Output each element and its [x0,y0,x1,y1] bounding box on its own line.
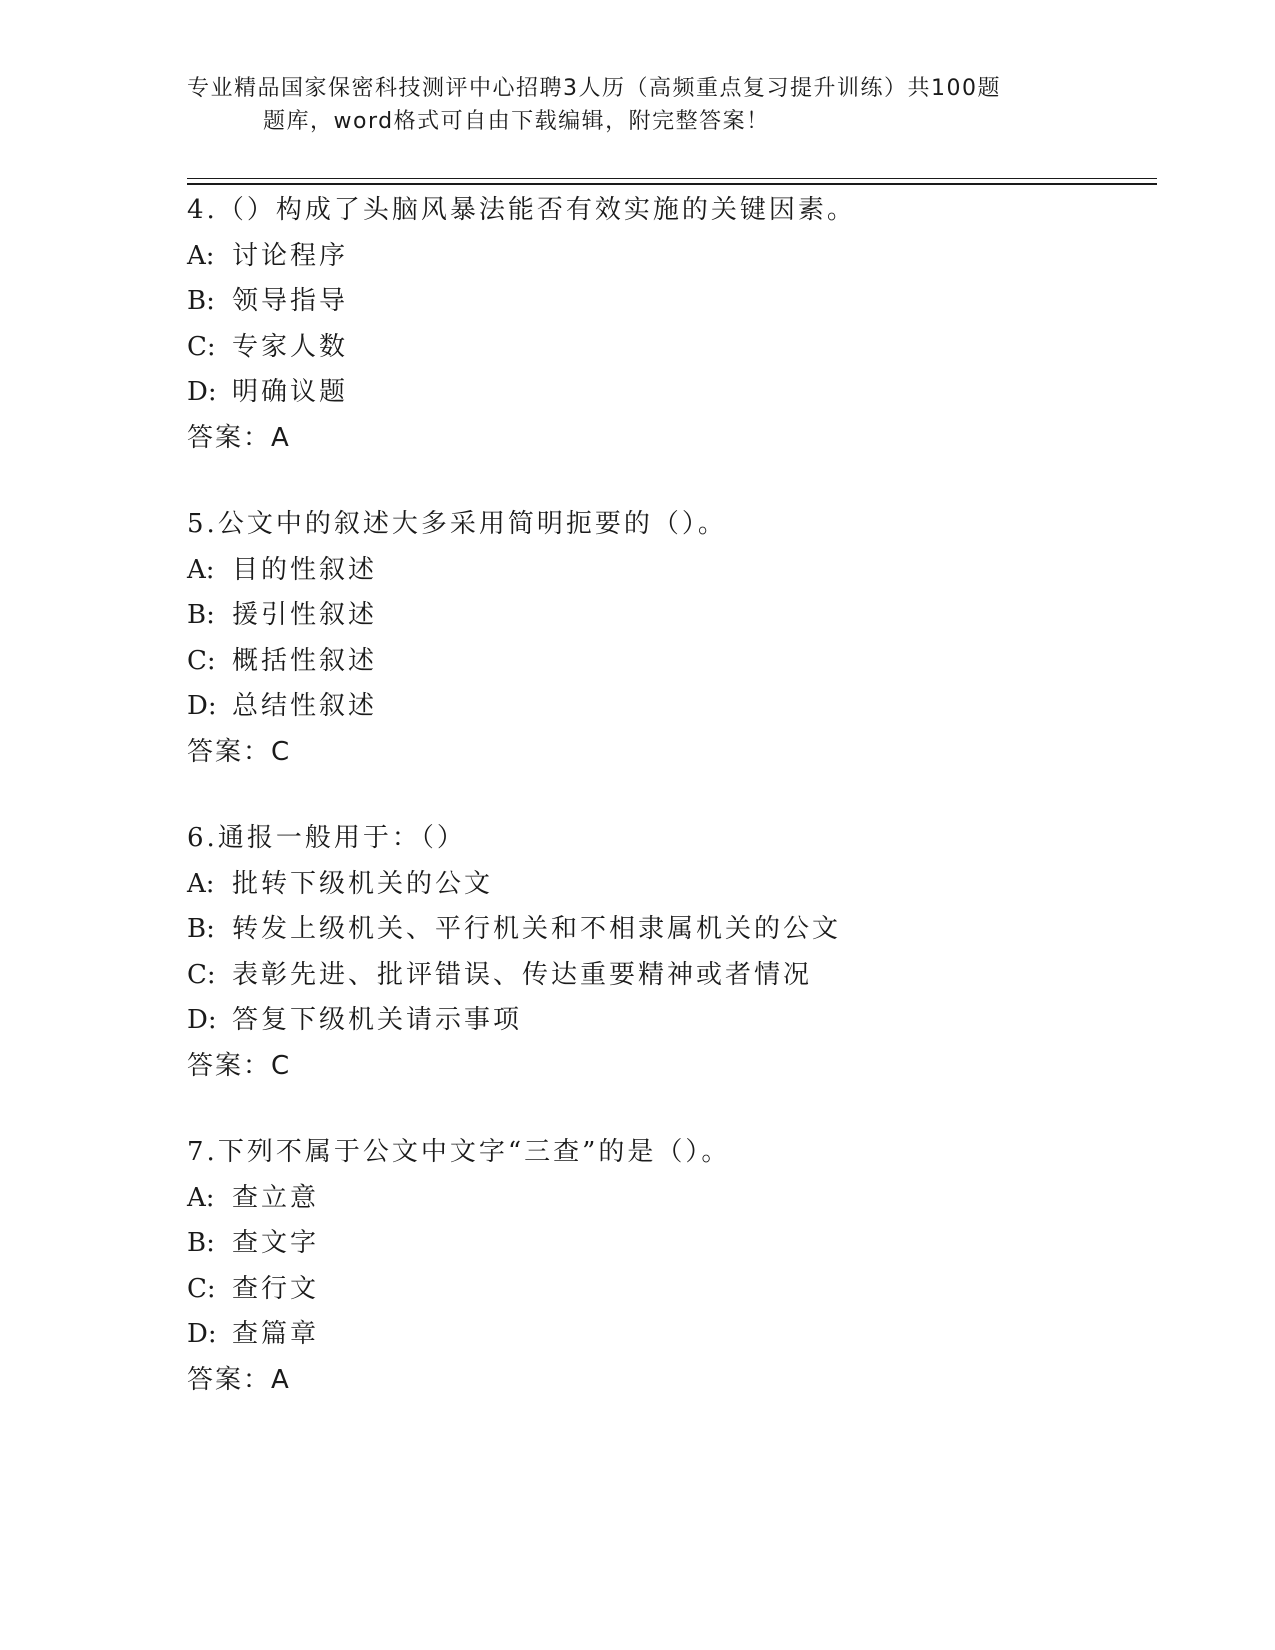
question-list [187,188,1147,1403]
option-d [187,370,1147,416]
option-c [187,1267,1147,1313]
option-text: 查文字 [232,1228,320,1258]
question-number: 6. [187,823,218,853]
question-7 [187,1130,1147,1403]
option-key: A: [187,240,215,271]
option-text: 查行文 [232,1273,320,1304]
option-a [187,1176,1147,1222]
option-key: B: [187,600,215,630]
question-text [187,188,1147,234]
option-text: 专家人数 [232,331,349,362]
question-number: 5. [187,509,218,539]
option-d [187,998,1147,1044]
option-a [187,548,1147,594]
option-key: B: [187,1228,215,1258]
question-text [187,502,1147,548]
option-text: 领导指导 [232,286,349,316]
option-b [187,593,1147,639]
question-number: 7. [187,1137,218,1167]
question-text [187,816,1147,862]
option-c [187,325,1147,371]
option-text: 概括性叙述 [232,645,378,676]
option-text: 总结性叙述 [232,691,378,721]
option-text: 目的性叙述 [232,554,378,585]
option-text: 援引性叙述 [232,600,378,630]
question-6 [187,816,1147,1089]
question-4 [187,188,1147,461]
answer-line: 答案：C [187,1050,292,1081]
question-5 [187,502,1147,775]
question-stem: 通报一般用于：（） [217,823,466,853]
answer-line: 答案：A [187,422,291,453]
option-text: 讨论程序 [232,240,349,271]
option-a [187,862,1147,908]
option-key: C: [187,1273,216,1304]
question-number: 4. [187,195,218,225]
option-d [187,1312,1147,1358]
question-stem: 下列不属于公文中文字“三查”的是（）。 [217,1137,731,1167]
header-divider-thin [187,178,1157,179]
option-text: 答复下级机关请示事项 [232,1005,523,1035]
option-text: 查篇章 [232,1319,320,1349]
question-text [187,1130,1147,1176]
option-key: A: [187,868,215,899]
option-key: C: [187,959,216,990]
answer-line: 答案：C [187,736,292,767]
option-text: 转发上级机关、平行机关和不相隶属机关的公文 [232,914,842,944]
option-text: 表彰先进、批评错误、传达重要精神或者情况 [232,959,813,990]
option-key: C: [187,645,216,676]
option-key: B: [187,914,215,944]
option-key: A: [187,1182,215,1213]
option-key: D: [187,1319,217,1349]
option-c [187,639,1147,685]
header-divider-thick [187,183,1157,185]
header-title-line-1: 专业精品国家保密科技测评中心招聘3人历（高频重点复习提升训练）共100题 [187,76,1001,101]
option-key: B: [187,286,215,316]
option-key: D: [187,1005,217,1035]
option-text: 批转下级机关的公文 [232,868,494,899]
document-header [187,72,1067,138]
answer-line: 答案：A [187,1364,291,1395]
option-key: A: [187,554,215,585]
question-stem: 公文中的叙述大多采用简明扼要的（）。 [217,509,727,539]
option-d [187,684,1147,730]
option-text: 明确议题 [232,377,349,407]
option-key: D: [187,377,217,407]
option-key: D: [187,691,217,721]
option-b [187,279,1147,325]
option-key: C: [187,331,216,362]
option-text: 查立意 [232,1182,320,1213]
option-c [187,953,1147,999]
option-b [187,907,1147,953]
option-b [187,1221,1147,1267]
question-stem: （）构成了头脑风暴法能否有效实施的关键因素。 [217,195,856,225]
header-title-line-2: 题库，word格式可自由下载编辑，附完整答案！ [263,109,770,134]
option-a [187,234,1147,280]
